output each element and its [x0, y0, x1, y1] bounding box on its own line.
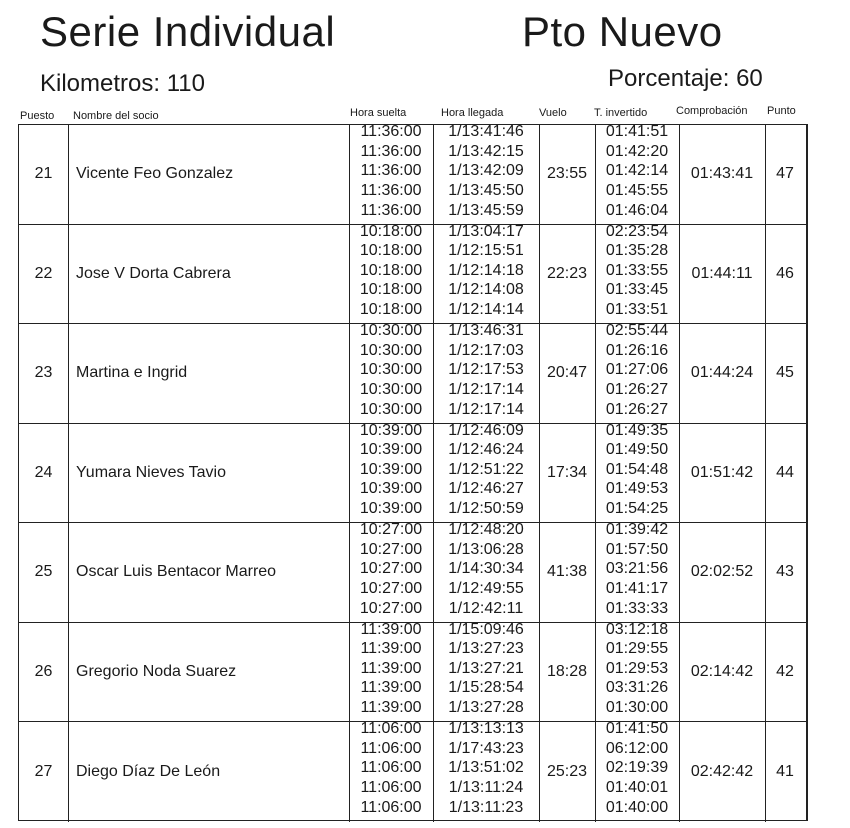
hora-suelta-list-value: 11:39:00 — [360, 640, 422, 658]
table-row — [19, 620, 806, 723]
vuelo-cell: 41:38 — [546, 563, 588, 581]
nombre-cell: Martina e Ingrid — [76, 364, 188, 382]
t-invertido-list-value: 01:46:04 — [605, 201, 669, 219]
table-row — [19, 421, 806, 524]
hora-suelta-list-value: 11:39:00 — [360, 699, 422, 716]
comprobacion-cell: 01:51:42 — [690, 463, 754, 481]
t-invertido-list-value: 01:39:42 — [605, 521, 669, 538]
t-invertido-list-value: 01:42:20 — [605, 142, 669, 160]
table-row — [19, 125, 806, 225]
hora-suelta-list-value: 10:18:00 — [359, 242, 423, 260]
hora-suelta-list-value: 10:39:00 — [359, 441, 423, 459]
col-header-comprobacion: Comprobación — [676, 105, 748, 117]
t-invertido-list-value: 01:27:06 — [605, 361, 669, 379]
hora-suelta-list — [349, 321, 433, 419]
comprobacion-cell: 02:14:42 — [690, 662, 754, 680]
hora-llegada-list — [433, 122, 539, 220]
hora-suelta-list-value: 10:30:00 — [359, 380, 423, 398]
hora-llegada-list — [433, 222, 539, 320]
hora-llegada-list-value: 1/12:17:14 — [448, 400, 524, 418]
t-invertido-list-value: 01:49:50 — [605, 441, 669, 459]
t-invertido-list-value: 01:41:17 — [605, 579, 669, 597]
t-invertido-list-value: 01:26:27 — [605, 400, 669, 418]
hora-suelta-list-value: 11:06:00 — [360, 778, 422, 796]
t-invertido-list-value: 01:29:55 — [605, 640, 669, 658]
t-invertido-list-value: 01:45:55 — [605, 181, 669, 199]
hora-llegada-list-value: 1/12:14:14 — [448, 301, 524, 318]
t-invertido-list-value: 01:42:14 — [605, 162, 669, 180]
puesto-cell: 22 — [34, 264, 53, 282]
nombre-cell: Yumara Nieves Tavio — [76, 463, 226, 481]
t-invertido-list — [595, 520, 679, 618]
col-header-nombre: Nombre del socio — [73, 110, 159, 122]
hora-suelta-list-value: 10:18:00 — [359, 222, 423, 240]
comprobacion-cell: 01:44:11 — [691, 264, 753, 282]
hora-suelta-list-value: 10:18:00 — [359, 281, 423, 299]
hora-llegada-list-value: 1/12:17:03 — [448, 341, 524, 359]
hora-llegada-list-value: 1/13:42:15 — [448, 142, 524, 160]
col-header-hora-suelta: Hora suelta — [350, 107, 407, 119]
hora-suelta-list-value: 10:18:00 — [359, 261, 423, 279]
t-invertido-list-value: 01:57:50 — [605, 540, 669, 558]
t-invertido-list-value: 01:29:53 — [605, 659, 669, 677]
hora-suelta-list-value: 11:39:00 — [360, 659, 422, 677]
hora-suelta-list — [349, 122, 433, 220]
t-invertido-list-value: 03:31:26 — [605, 679, 669, 697]
punto-cell: 47 — [776, 165, 794, 183]
hora-suelta-list-value: 11:06:00 — [360, 759, 422, 777]
t-invertido-list — [595, 620, 679, 718]
hora-llegada-list-value: 1/12:17:14 — [448, 380, 524, 398]
column-divider — [68, 523, 69, 622]
hora-llegada-list-value: 1/13:04:17 — [448, 222, 524, 240]
comprobacion-cell: 02:02:52 — [690, 563, 754, 581]
location-title: Pto Nuevo — [522, 8, 723, 55]
hora-suelta-list-value: 10:30:00 — [359, 341, 423, 359]
hora-suelta-list-value: 10:39:00 — [359, 480, 423, 498]
hora-llegada-list-value: 1/13:13:13 — [448, 720, 524, 737]
t-invertido-list-value: 03:12:18 — [605, 620, 669, 638]
report-title: Serie Individual — [40, 8, 336, 55]
t-invertido-list-value: 01:33:55 — [605, 261, 669, 279]
table-row — [19, 222, 806, 325]
hora-llegada-list-value: 1/13:45:59 — [448, 201, 524, 219]
vuelo-cell: 22:23 — [546, 264, 588, 282]
hora-suelta-list — [349, 620, 433, 718]
table-row — [19, 722, 806, 822]
t-invertido-list-value: 06:12:00 — [605, 739, 669, 757]
t-invertido-list-value: 01:41:50 — [605, 720, 669, 737]
comprobacion-cell: 01:43:41 — [690, 165, 754, 183]
puesto-cell: 25 — [34, 563, 53, 581]
hora-llegada-list-value: 1/13:42:09 — [448, 162, 524, 180]
column-divider — [68, 125, 69, 224]
hora-suelta-list-value: 11:06:00 — [360, 798, 422, 816]
hora-suelta-list-value: 10:30:00 — [359, 400, 423, 418]
hora-llegada-list-value: 1/13:45:50 — [448, 181, 524, 199]
t-invertido-list-value: 01:49:53 — [605, 480, 669, 498]
hora-suelta-list-value: 11:36:00 — [360, 201, 422, 219]
hora-suelta-list-value: 10:27:00 — [359, 599, 423, 617]
punto-cell: 44 — [776, 463, 794, 481]
t-invertido-list — [595, 719, 679, 817]
col-header-vuelo: Vuelo — [539, 107, 567, 119]
hora-suelta-list-value: 10:39:00 — [359, 500, 423, 517]
puesto-cell: 27 — [34, 762, 53, 780]
hora-suelta-list-value: 10:39:00 — [359, 460, 423, 478]
t-invertido-list — [595, 222, 679, 320]
t-invertido-list-value: 01:54:48 — [605, 460, 669, 478]
t-invertido-list-value: 01:35:28 — [605, 242, 669, 260]
hora-suelta-list-value: 11:36:00 — [360, 142, 422, 160]
puesto-cell: 21 — [34, 165, 53, 183]
column-divider — [68, 324, 69, 423]
column-divider — [68, 225, 69, 324]
nombre-cell: Vicente Feo Gonzalez — [76, 165, 234, 183]
comprobacion-cell: 02:42:42 — [690, 762, 754, 780]
hora-suelta-list-value: 11:36:00 — [360, 181, 422, 199]
hora-llegada-list-value: 1/12:14:08 — [448, 281, 524, 299]
results-table — [18, 124, 808, 821]
hora-llegada-list-value: 1/12:17:53 — [448, 361, 524, 379]
hora-llegada-list-value: 1/13:51:02 — [448, 759, 524, 777]
puesto-cell: 26 — [34, 662, 53, 680]
t-invertido-list-value: 02:23:54 — [605, 222, 669, 240]
hora-suelta-list-value: 11:39:00 — [360, 679, 422, 697]
nombre-cell: Gregorio Noda Suarez — [76, 662, 237, 680]
hora-llegada-list-value: 1/12:51:22 — [448, 460, 524, 478]
t-invertido-list-value: 01:33:33 — [605, 599, 669, 617]
hora-suelta-list-value: 10:18:00 — [359, 301, 423, 318]
t-invertido-list-value: 01:40:01 — [605, 778, 669, 796]
puesto-cell: 24 — [34, 463, 53, 481]
t-invertido-list-value: 01:33:51 — [605, 301, 669, 318]
hora-llegada-list-value: 1/13:11:23 — [448, 798, 524, 816]
column-divider — [68, 424, 69, 523]
column-divider — [68, 722, 69, 822]
puesto-cell: 23 — [34, 364, 53, 382]
hora-llegada-list-value: 1/12:15:51 — [448, 242, 524, 260]
hora-llegada-list-value: 1/13:27:21 — [448, 659, 524, 677]
hora-llegada-list-value: 1/13:06:28 — [448, 540, 524, 558]
porcentaje-label: Porcentaje: 60 — [608, 65, 763, 92]
table-row — [19, 324, 806, 424]
col-header-hora-llegada: Hora llegada — [441, 107, 504, 119]
hora-suelta-list-value: 10:27:00 — [359, 540, 423, 558]
hora-suelta-list-value: 10:30:00 — [359, 322, 423, 339]
punto-cell: 43 — [776, 563, 794, 581]
hora-llegada-list-value: 1/12:14:18 — [448, 261, 524, 279]
hora-suelta-list-value: 10:27:00 — [359, 521, 423, 538]
t-invertido-list-value: 01:49:35 — [605, 421, 669, 439]
t-invertido-list-value: 01:26:27 — [605, 380, 669, 398]
t-invertido-list — [595, 122, 679, 220]
col-header-puesto: Puesto — [20, 110, 55, 122]
hora-llegada-list-value: 1/12:46:09 — [448, 421, 524, 439]
hora-llegada-list-value: 1/15:09:46 — [448, 620, 524, 638]
hora-llegada-list-value: 1/13:27:28 — [448, 699, 524, 716]
punto-cell: 45 — [776, 364, 794, 382]
nombre-cell: Oscar Luis Bentacor Marreo — [76, 563, 277, 581]
hora-llegada-list-value: 1/13:11:24 — [448, 778, 524, 796]
hora-llegada-list-value: 1/13:46:31 — [448, 322, 524, 339]
column-divider — [68, 623, 69, 722]
punto-cell: 41 — [776, 762, 794, 780]
hora-llegada-list-value: 1/12:50:59 — [448, 500, 524, 517]
hora-suelta-list — [349, 520, 433, 618]
t-invertido-list-value: 01:33:45 — [605, 281, 669, 299]
t-invertido-list — [595, 421, 679, 519]
t-invertido-list-value: 02:19:39 — [605, 759, 669, 777]
hora-suelta-list-value: 10:30:00 — [359, 361, 423, 379]
hora-suelta-list-value: 10:27:00 — [359, 560, 423, 578]
t-invertido-list — [595, 321, 679, 419]
hora-llegada-list-value: 1/17:43:23 — [448, 739, 524, 757]
hora-llegada-list — [433, 620, 539, 718]
t-invertido-list-value: 01:26:16 — [605, 341, 669, 359]
t-invertido-list-value: 01:54:25 — [605, 500, 669, 517]
nombre-cell: Jose V Dorta Cabrera — [76, 264, 231, 282]
t-invertido-list-value: 02:55:44 — [605, 322, 669, 339]
hora-llegada-list-value: 1/12:42:11 — [448, 599, 524, 617]
hora-llegada-list-value: 1/12:48:20 — [448, 521, 524, 538]
t-invertido-list-value: 01:30:00 — [605, 699, 669, 716]
hora-llegada-list-value: 1/15:28:54 — [448, 679, 524, 697]
hora-suelta-list-value: 11:39:00 — [360, 620, 422, 638]
hora-suelta-list-value: 11:36:00 — [360, 123, 422, 140]
comprobacion-cell: 01:44:24 — [690, 364, 754, 382]
kilometros-label: Kilometros: 110 — [40, 70, 205, 97]
punto-cell: 42 — [776, 662, 794, 680]
hora-suelta-list-value: 10:39:00 — [359, 421, 423, 439]
hora-suelta-list — [349, 421, 433, 519]
hora-suelta-list-value: 10:27:00 — [359, 579, 423, 597]
vuelo-cell: 17:34 — [546, 463, 588, 481]
hora-llegada-list — [433, 520, 539, 618]
vuelo-cell: 25:23 — [546, 762, 588, 780]
col-header-t-invertido: T. invertido — [594, 107, 648, 119]
hora-llegada-list-value: 1/14:30:34 — [448, 560, 524, 578]
t-invertido-list-value: 01:40:00 — [605, 798, 669, 816]
vuelo-cell: 23:55 — [546, 165, 588, 183]
hora-llegada-list — [433, 719, 539, 817]
hora-llegada-list — [433, 321, 539, 419]
t-invertido-list-value: 01:41:51 — [605, 123, 669, 140]
hora-suelta-list — [349, 719, 433, 817]
punto-cell: 46 — [776, 264, 794, 282]
hora-suelta-list-value: 11:06:00 — [360, 720, 422, 737]
hora-llegada-list-value: 1/13:41:46 — [448, 123, 524, 140]
hora-suelta-list-value: 11:36:00 — [360, 162, 422, 180]
hora-llegada-list-value: 1/12:46:24 — [448, 441, 524, 459]
hora-suelta-list — [349, 222, 433, 320]
table-row — [19, 523, 806, 623]
t-invertido-list-value: 03:21:56 — [605, 560, 669, 578]
hora-llegada-list-value: 1/12:49:55 — [448, 579, 524, 597]
hora-llegada-list — [433, 421, 539, 519]
nombre-cell: Diego Díaz De León — [76, 762, 221, 780]
vuelo-cell: 20:47 — [546, 364, 588, 382]
hora-llegada-list-value: 1/13:27:23 — [448, 640, 524, 658]
vuelo-cell: 18:28 — [546, 662, 588, 680]
hora-suelta-list-value: 11:06:00 — [360, 739, 422, 757]
col-header-punto: Punto — [767, 105, 796, 117]
hora-llegada-list-value: 1/12:46:27 — [448, 480, 524, 498]
